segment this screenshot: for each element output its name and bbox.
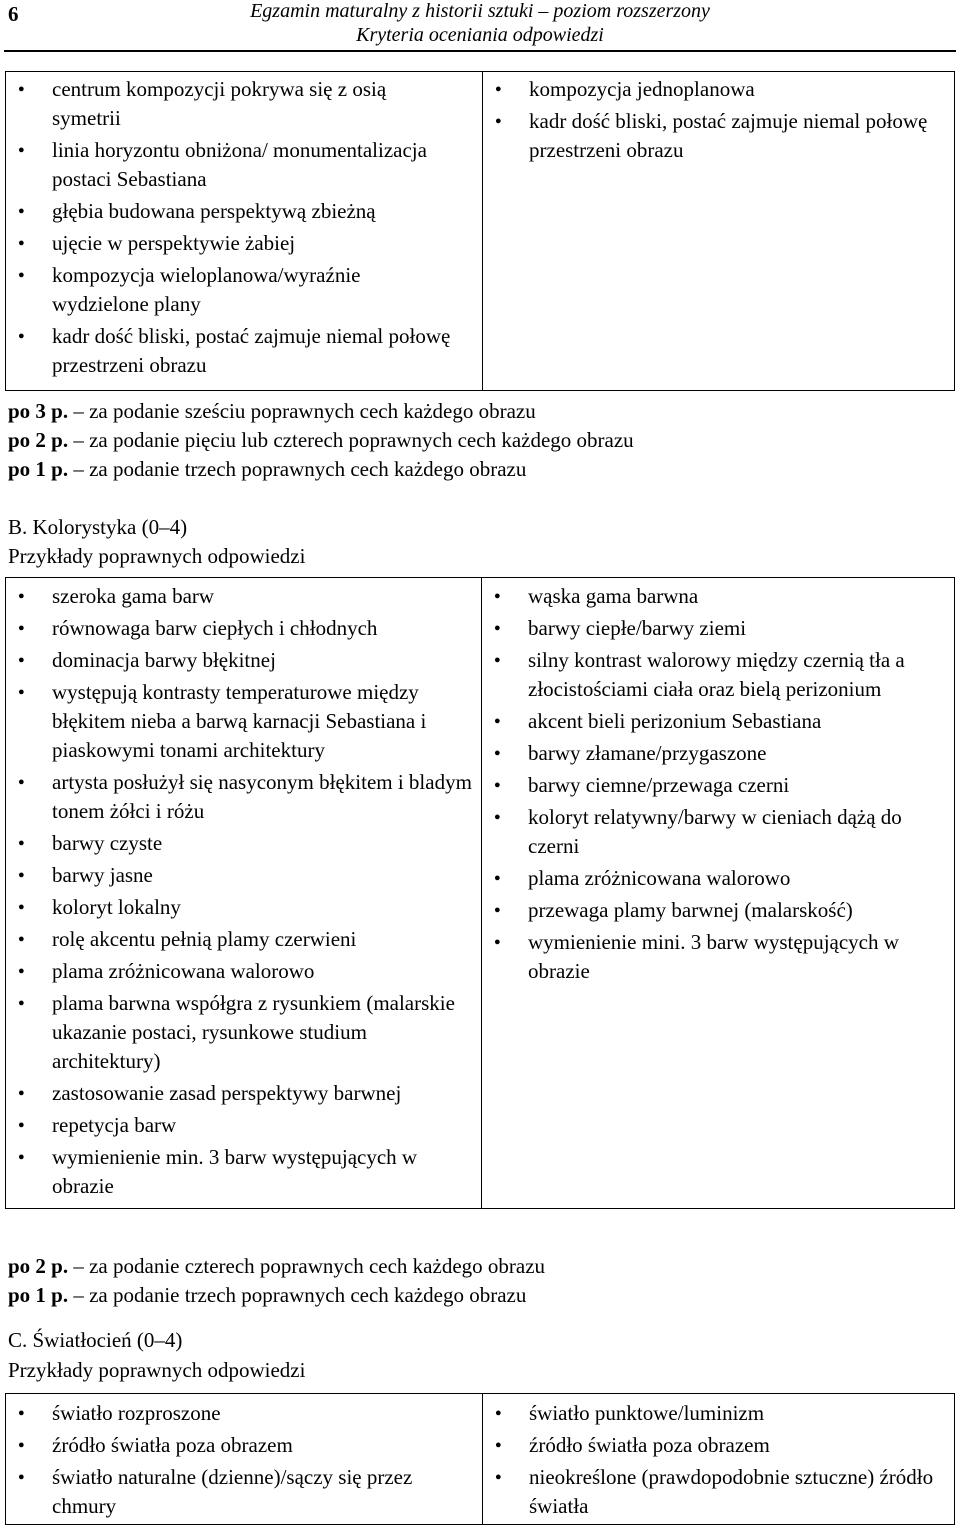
composition-left-cell bbox=[6, 72, 483, 391]
list-item: ● światło punktowe/luminizm bbox=[491, 1399, 948, 1428]
composition-score-2: po 2 p. – za podanie pięciu lub czterech poprawnych cech każdego obrazu bbox=[8, 428, 634, 452]
list-item: ● rolę akcentu pełnią plamy czerwieni bbox=[14, 925, 475, 954]
list-item: ● kompozycja jednoplanowa bbox=[491, 75, 948, 104]
list-item: ● kadr dość bliski, postać zajmuje niemal połowę przestrzeni obrazu bbox=[14, 322, 452, 380]
list-item: ● źródło światła poza obrazem bbox=[491, 1431, 948, 1460]
section-b-subtitle: Przykłady poprawnych odpowiedzi bbox=[8, 544, 306, 568]
color-left-list bbox=[14, 582, 475, 1201]
list-item: ● wymienienie min. 3 barw występujących w obrazie bbox=[14, 1143, 472, 1201]
list-item: ● repetycja barw bbox=[14, 1111, 475, 1140]
list-item: ● szeroka gama barw bbox=[14, 582, 475, 611]
list-item: ● światło rozproszone bbox=[14, 1399, 476, 1428]
list-item: ● barwy ciepłe/barwy ziemi bbox=[490, 614, 948, 643]
header-divider bbox=[4, 50, 956, 52]
list-item: ● ujęcie w perspektywie żabiej bbox=[14, 229, 476, 258]
page-header bbox=[0, 0, 960, 50]
composition-right-list bbox=[491, 75, 948, 165]
list-item: ● koloryt relatywny/barwy w cieniach dążą do czerni bbox=[490, 803, 938, 861]
list-item: ● równowaga barw ciepłych i chłodnych bbox=[14, 614, 475, 643]
list-item: ● linia horyzontu obniżona/ monumentalizacja postaci Sebastiana bbox=[14, 136, 442, 194]
list-item: ● wymienienie mini. 3 barw występujących w obrazie bbox=[490, 928, 948, 986]
color-right-list bbox=[490, 582, 948, 986]
list-item: ● kompozycja wieloplanowa/wyraźnie wydzielone plany bbox=[14, 261, 442, 319]
color-left-cell bbox=[6, 578, 482, 1209]
composition-score-1: po 1 p. – za podanie trzech poprawnych cech każdego obrazu bbox=[8, 457, 527, 481]
list-item: ● nieokreślone (prawdopodobnie sztuczne) źródło światła bbox=[491, 1463, 948, 1521]
list-item: ● plama zróżnicowana walorowo bbox=[490, 864, 948, 893]
section-c-subtitle: Przykłady poprawnych odpowiedzi bbox=[8, 1358, 306, 1382]
list-item: ● zastosowanie zasad perspektywy barwnej bbox=[14, 1079, 475, 1108]
list-item: ● plama barwna współgra z rysunkiem (malarskie ukazanie postaci, rysunkowe studium architektury) bbox=[14, 989, 457, 1076]
list-item: ● akcent bieli perizonium Sebastiana bbox=[490, 707, 948, 736]
list-item: ● światło naturalne (dzienne)/sączy się przez chmury bbox=[14, 1463, 452, 1521]
composition-score-3: po 3 p. – za podanie sześciu poprawnych cech każdego obrazu bbox=[8, 399, 536, 423]
composition-right-cell bbox=[483, 72, 955, 391]
list-item: ● silny kontrast walorowy między czernią tła a złocistościami ciała oraz bielą perizonium bbox=[490, 646, 918, 704]
page-number: 6 bbox=[8, 2, 19, 26]
list-item: ● wąska gama barwna bbox=[490, 582, 948, 611]
list-item: ● barwy czyste bbox=[14, 829, 475, 858]
color-right-cell bbox=[482, 578, 955, 1209]
header-title: Egzamin maturalny z historii sztuki – poziom rozszerzony bbox=[250, 0, 710, 22]
list-item: ● kadr dość bliski, postać zajmuje niemal połowę przestrzeni obrazu bbox=[491, 107, 948, 165]
list-item: ● głębia budowana perspektywą zbieżną bbox=[14, 197, 476, 226]
color-score-2: po 2 p. – za podanie czterech poprawnych cech każdego obrazu bbox=[8, 1254, 546, 1278]
list-item: ● koloryt lokalny bbox=[14, 893, 475, 922]
list-item: ● artysta posłużył się nasyconym błękitem i bladym tonem żółci i różu bbox=[14, 768, 472, 826]
light-right-list bbox=[491, 1399, 948, 1521]
light-left-cell bbox=[6, 1394, 483, 1525]
composition-left-list bbox=[14, 75, 476, 380]
light-table bbox=[5, 1393, 955, 1525]
list-item: ● występują kontrasty temperaturowe między błękitem nieba a barwą karnacji Sebastiana i piaskowymi tonami architektury bbox=[14, 678, 452, 765]
list-item: ● plama zróżnicowana walorowo bbox=[14, 957, 475, 986]
color-score-1: po 1 p. – za podanie trzech poprawnych cech każdego obrazu bbox=[8, 1283, 527, 1307]
list-item: ● barwy ciemne/przewaga czerni bbox=[490, 771, 948, 800]
list-item: ● źródło światła poza obrazem bbox=[14, 1431, 476, 1460]
composition-table bbox=[5, 71, 955, 391]
list-item: ● centrum kompozycji pokrywa się z osią symetrii bbox=[14, 75, 412, 133]
list-item: ● dominacja barwy błękitnej bbox=[14, 646, 475, 675]
list-item: ● barwy złamane/przygaszone bbox=[490, 739, 948, 768]
light-left-list bbox=[14, 1399, 476, 1521]
section-b-title: B. Kolorystyka (0–4) bbox=[8, 515, 188, 539]
list-item: ● barwy jasne bbox=[14, 861, 475, 890]
color-table bbox=[5, 577, 955, 1209]
list-item: ● przewaga plamy barwnej (malarskość) bbox=[490, 896, 948, 925]
section-c-title: C. Światłocień (0–4) bbox=[8, 1328, 183, 1352]
light-right-cell bbox=[483, 1394, 955, 1525]
header-subtitle: Kryteria oceniania odpowiedzi bbox=[356, 24, 604, 46]
